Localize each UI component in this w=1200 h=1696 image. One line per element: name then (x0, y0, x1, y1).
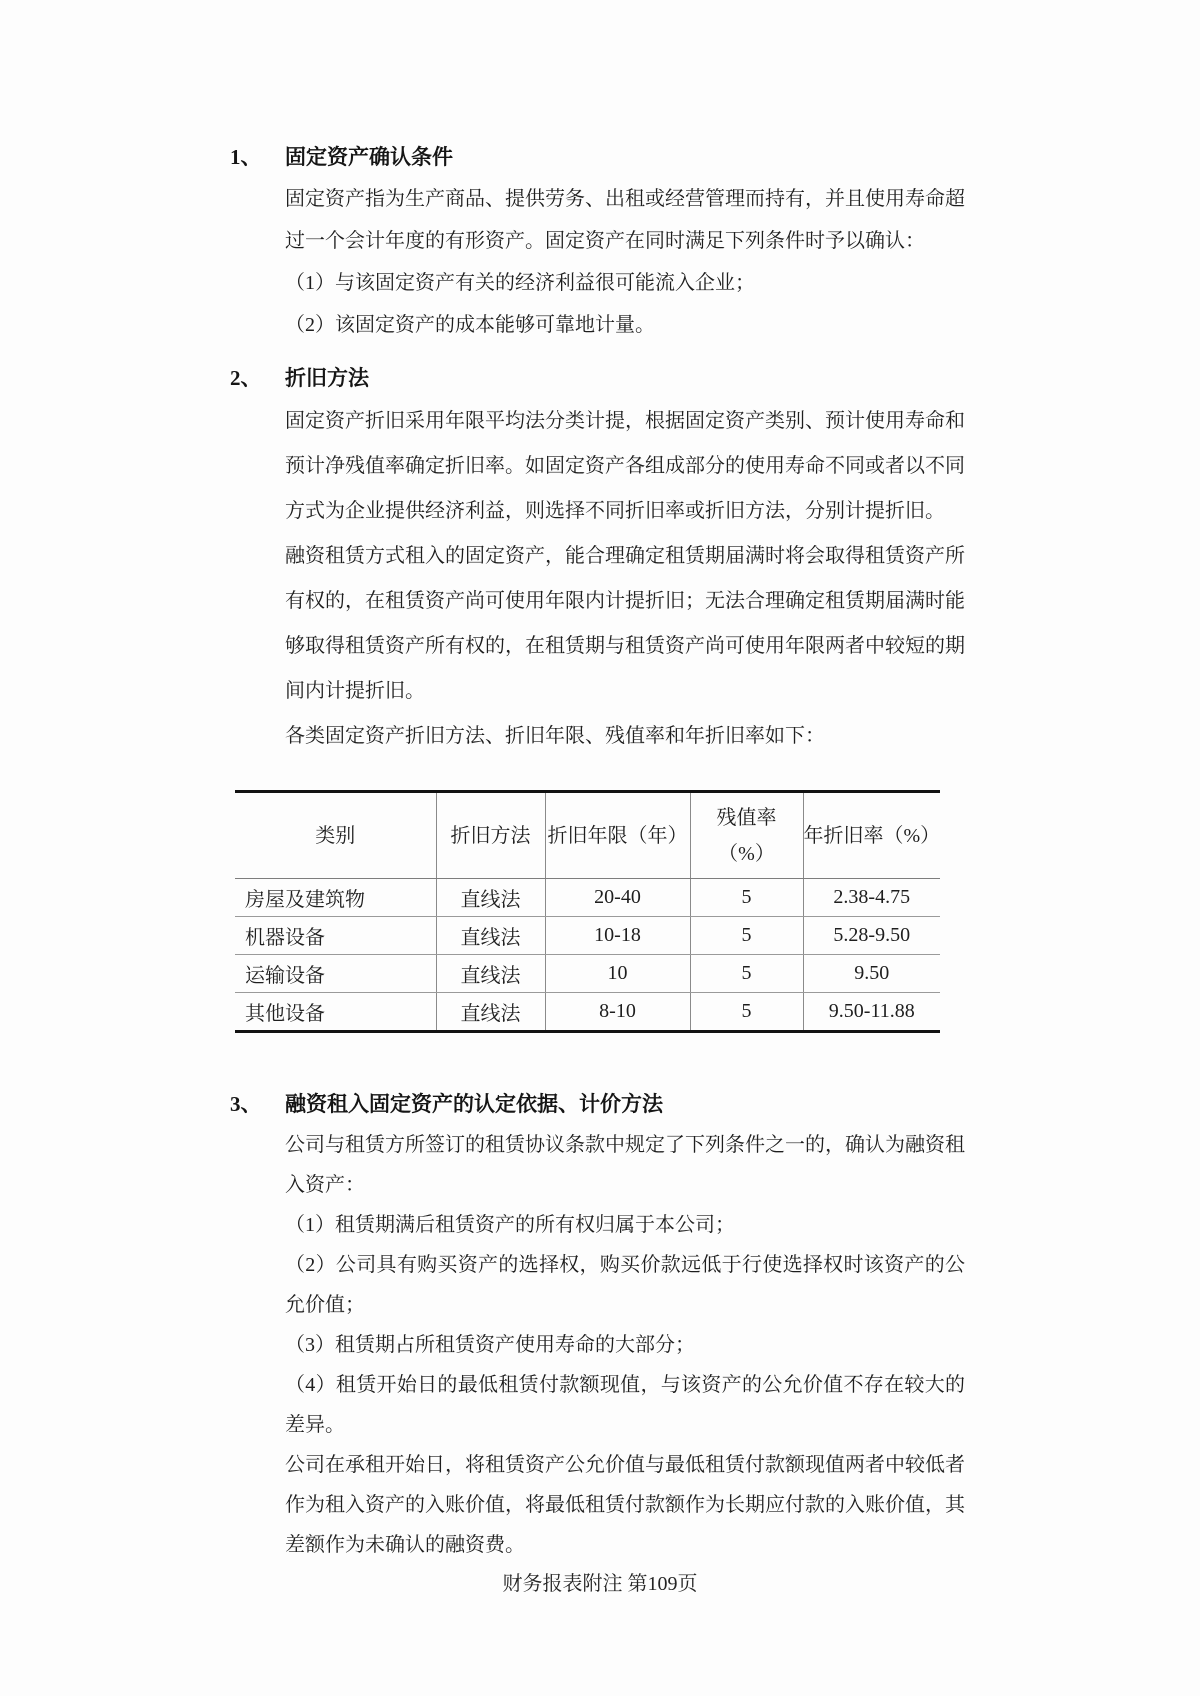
table-row (235, 955, 940, 993)
table-cell: 2.38-4.75 (803, 879, 940, 917)
table-cell: 房屋及建筑物 (235, 879, 436, 917)
section-number: 2、 (230, 366, 262, 390)
table-cell: 20-40 (545, 879, 690, 917)
paragraph: 固定资产指为生产商品、提供劳务、出租或经营管理而持有，并且使用寿命超过一个会计年度的有形资产。固定资产在同时满足下列条件时予以确认： (285, 188, 965, 252)
table-cell: 8-10 (545, 993, 690, 1032)
table-cell: 5 (690, 955, 803, 993)
paragraph: 公司在承租开始日，将租赁资产公允价值与最低租赁付款额现值两者中较低者作为租入资产的入账价值，将最低租赁付款额作为长期应付款的入账价值，其差额作为未确认的融资费。 (285, 1454, 965, 1556)
table-cell: 直线法 (436, 955, 545, 993)
table-cell: 运输设备 (235, 955, 436, 993)
table-row (235, 993, 940, 1032)
paragraph: 融资租赁方式租入的固定资产，能合理确定租赁期届满时将会取得租赁资产所有权的，在租赁资产尚可使用年限内计提折旧；无法合理确定租赁期届满时能够取得租赁资产所有权的，在租赁期与租赁资产尚可使用年限两者中较短的期间内计提折旧。 (285, 545, 965, 702)
section-heading (230, 1083, 965, 1125)
paragraph: 各类固定资产折旧方法、折旧年限、残值率和年折旧率如下： (285, 725, 825, 747)
table-cell: 5 (690, 917, 803, 955)
table-cell: 5.28-9.50 (803, 917, 940, 955)
list-item: （3）租赁期占所租赁资产使用寿命的大部分； (285, 1334, 695, 1356)
section-title: 固定资产确认条件 (285, 145, 453, 169)
table-header-cell: 年折旧率（%） (803, 792, 940, 879)
paragraph: 固定资产折旧采用年限平均法分类计提，根据固定资产类别、预计使用寿命和预计净残值率确定折旧率。如固定资产各组成部分的使用寿命不同或者以不同方式为企业提供经济利益，则选择不同折旧率或折旧方法，分别计提折旧。 (285, 410, 965, 522)
table-cell: 直线法 (436, 917, 545, 955)
table-cell: 机器设备 (235, 917, 436, 955)
table-header-cell: 折旧年限（年） (545, 792, 690, 879)
table-cell: 5 (690, 993, 803, 1032)
list-item: （2）公司具有购买资产的选择权，购买价款远低于行使选择权时该资产的公允价值； (285, 1254, 965, 1316)
list-item: （4）租赁开始日的最低租赁付款额现值，与该资产的公允价值不存在较大的差异。 (285, 1374, 965, 1436)
section-number: 3、 (230, 1092, 262, 1116)
section-finance-lease-criteria (230, 1083, 965, 1565)
section-number: 1、 (230, 145, 262, 169)
section-title: 折旧方法 (285, 366, 369, 390)
depreciation-table (235, 790, 940, 1033)
table-row (235, 917, 940, 955)
page-footer: 财务报表附注 第109页 (502, 1573, 698, 1595)
table-cell: 10 (545, 955, 690, 993)
table-cell: 直线法 (436, 879, 545, 917)
list-item: （1）租赁期满后租赁资产的所有权归属于本公司； (285, 1214, 735, 1236)
table-header-cell: 类别 (235, 792, 436, 879)
table-cell: 9.50 (803, 955, 940, 993)
paragraph: 公司与租赁方所签订的租赁协议条款中规定了下列条件之一的，确认为融资租入资产： (285, 1134, 965, 1196)
table-row (235, 879, 940, 917)
table-cell: 其他设备 (245, 1003, 325, 1025)
table-header-cell: 残值率 （%） (690, 792, 803, 879)
section-fixed-asset-recognition (230, 136, 965, 346)
section-heading (230, 136, 965, 178)
list-item: （1）与该固定资产有关的经济利益很可能流入企业； (285, 272, 755, 294)
table-cell: 9.50-11.88 (803, 993, 940, 1032)
table-header-cell: 折旧方法 (436, 792, 545, 879)
table-header-row (235, 792, 940, 879)
table-cell: 5 (690, 879, 803, 917)
section-depreciation-method (230, 357, 965, 1033)
list-item: （2）该固定资产的成本能够可靠地计量。 (285, 314, 655, 336)
table-cell: 直线法 (436, 993, 545, 1032)
section-title: 融资租入固定资产的认定依据、计价方法 (285, 1092, 663, 1116)
table-cell: 10-18 (545, 917, 690, 955)
section-heading (230, 357, 965, 399)
